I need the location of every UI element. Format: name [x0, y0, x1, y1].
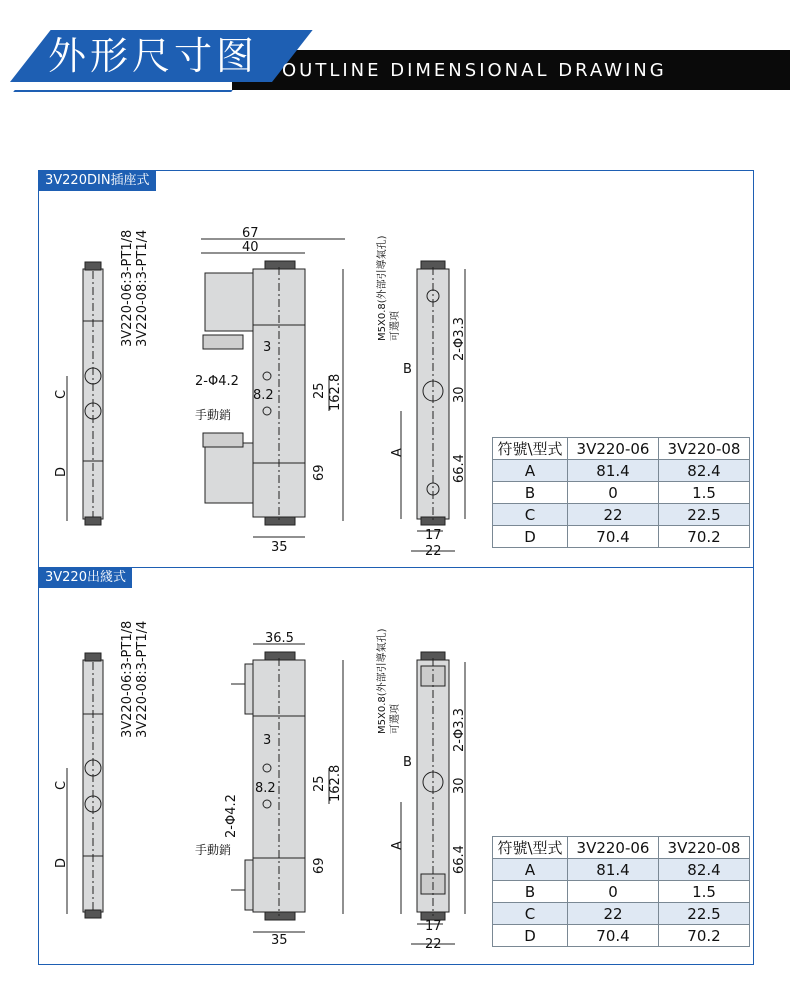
dim-a: A — [390, 448, 405, 457]
dim-69: 69 — [312, 464, 327, 481]
table-header: 3V220-08 — [659, 837, 750, 859]
table-cell: D — [493, 925, 568, 947]
dim-35: 35 — [271, 933, 288, 948]
table-cell: D — [493, 526, 568, 548]
table-cell: 1.5 — [659, 881, 750, 903]
hole2-label: 2-Φ3.3 — [452, 317, 467, 361]
table-cell: C — [493, 504, 568, 526]
dim-162-8: 162.8 — [328, 764, 343, 802]
dim-30: 30 — [452, 386, 467, 403]
model-label-08: 3V220-08:3-PT1/4 — [135, 620, 150, 738]
model-label-06: 3V220-06:3-PT1/8 — [120, 229, 135, 347]
table-header: 3V220-06 — [568, 438, 659, 460]
dim-162-8: 162.8 — [328, 373, 343, 411]
dim-17: 17 — [425, 919, 442, 934]
panel-din-socket — [38, 170, 754, 568]
table-cell: 70.2 — [659, 925, 750, 947]
panel-wire-lead — [38, 567, 754, 965]
dim-30: 30 — [452, 777, 467, 794]
hole2-label: 2-Φ3.3 — [452, 708, 467, 752]
dim-22: 22 — [425, 937, 442, 952]
page-title-en: OUTLINE DIMENSIONAL DRAWING — [282, 60, 667, 81]
table-cell: C — [493, 903, 568, 925]
dim-c: C — [54, 389, 69, 399]
dim-25: 25 — [312, 775, 327, 792]
dim-d: D — [54, 466, 69, 477]
table-row — [493, 881, 750, 903]
model-label-06: 3V220-06:3-PT1/8 — [120, 620, 135, 738]
dim-36-5: 36.5 — [265, 631, 294, 646]
table-cell: 70.2 — [659, 526, 750, 548]
dim-c: C — [54, 780, 69, 790]
dim-8-2: 8.2 — [255, 781, 276, 796]
table-cell: 22 — [568, 504, 659, 526]
manual-pin-label: 手動銷 — [195, 408, 232, 422]
dim-35: 35 — [271, 540, 288, 555]
panel-tag: 3V220DIN插座式 — [39, 171, 156, 191]
optional-label: 可選項 — [390, 704, 401, 734]
table-cell: 0 — [568, 482, 659, 504]
dim-a: A — [390, 841, 405, 850]
page-title-cn: 外形尺寸图 — [48, 34, 259, 78]
table-header-row — [493, 837, 750, 859]
dim-25: 25 — [312, 382, 327, 399]
dim-66-4: 66.4 — [452, 845, 467, 874]
table-cell: 82.4 — [659, 460, 750, 482]
hole-label: 2-Φ4.2 — [195, 374, 239, 389]
dim-40: 40 — [242, 240, 259, 255]
dim-3: 3 — [263, 733, 272, 748]
table-cell: 22 — [568, 903, 659, 925]
table-header: 符號\型式 — [493, 438, 568, 460]
table-row — [493, 460, 750, 482]
table-cell: 0 — [568, 881, 659, 903]
title-underline — [13, 90, 233, 92]
hole-label: 2-Φ4.2 — [224, 794, 239, 838]
table-row — [493, 925, 750, 947]
table-cell: B — [493, 881, 568, 903]
table-header: 符號\型式 — [493, 837, 568, 859]
m5-label: M5X0.8(外部引導氣孔) — [377, 628, 388, 734]
table-cell: 81.4 — [568, 859, 659, 881]
dim-3: 3 — [263, 340, 272, 355]
dim-b: B — [403, 755, 412, 770]
table-row — [493, 526, 750, 548]
table-cell: A — [493, 460, 568, 482]
optional-label: 可選項 — [390, 311, 401, 341]
table-header: 3V220-08 — [659, 438, 750, 460]
table-row — [493, 903, 750, 925]
dim-66-4: 66.4 — [452, 454, 467, 483]
spec-table — [492, 836, 750, 947]
table-cell: 70.4 — [568, 526, 659, 548]
table-cell: 22.5 — [659, 504, 750, 526]
table-cell: 81.4 — [568, 460, 659, 482]
table-cell: 70.4 — [568, 925, 659, 947]
table-cell: 1.5 — [659, 482, 750, 504]
manual-pin-label: 手動銷 — [195, 843, 232, 857]
spec-table — [492, 437, 750, 548]
dim-b: B — [403, 362, 412, 377]
table-cell: 82.4 — [659, 859, 750, 881]
table-header-row — [493, 438, 750, 460]
table-row — [493, 859, 750, 881]
table-cell: 22.5 — [659, 903, 750, 925]
dim-8-2: 8.2 — [253, 388, 274, 403]
table-header: 3V220-06 — [568, 837, 659, 859]
dim-69: 69 — [312, 857, 327, 874]
dim-d: D — [54, 857, 69, 868]
dim-67: 67 — [242, 226, 259, 241]
table-row — [493, 504, 750, 526]
dim-22: 22 — [425, 544, 442, 559]
model-label-08: 3V220-08:3-PT1/4 — [135, 229, 150, 347]
m5-label: M5X0.8(外部引導氣孔) — [377, 235, 388, 341]
table-row — [493, 482, 750, 504]
dim-17: 17 — [425, 528, 442, 543]
panel-tag: 3V220出綫式 — [39, 568, 132, 588]
table-cell: B — [493, 482, 568, 504]
table-cell: A — [493, 859, 568, 881]
